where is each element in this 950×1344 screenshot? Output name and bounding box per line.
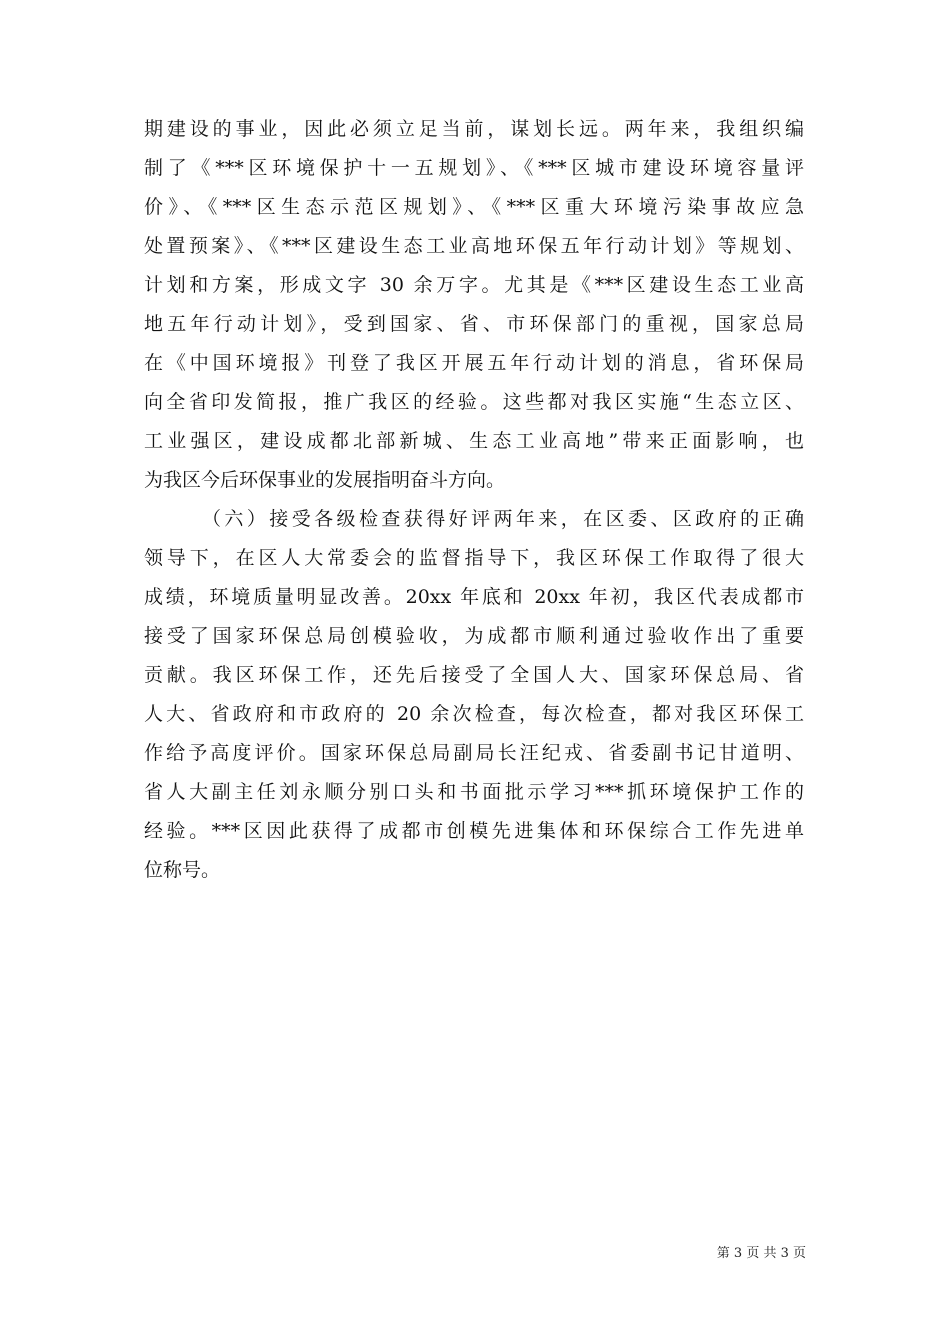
paragraph-line: 领导下，在区人大常委会的监督指导下，我区环保工作取得了很大 <box>144 547 804 569</box>
document-body <box>144 112 804 892</box>
paragraph-line: 作给予高度评价。国家环保总局副局长汪纪戎、省委副书记甘道明、 <box>144 742 804 764</box>
page-number-footer: 第 3 页 共 3 页 <box>716 1246 806 1261</box>
paragraph-2 <box>144 502 804 887</box>
paragraph-line: 人大、省政府和市政府的 20 余次检查，每次检查，都对我区环保工 <box>144 703 804 725</box>
paragraph-line: 制了《***区环境保护十一五规划》、《***区城市建设环境容量评 <box>144 157 804 179</box>
paragraph-line: 接受了国家环保总局创模验收，为成都市顺利通过验收作出了重要 <box>144 625 804 647</box>
paragraph-line: （六）接受各级检查获得好评两年来，在区委、区政府的正确 <box>202 508 804 530</box>
paragraph-line: 位称号。 <box>144 859 221 881</box>
paragraph-line: 经验。***区因此获得了成都市创模先进集体和环保综合工作先进单 <box>144 820 804 842</box>
paragraph-1 <box>144 112 804 497</box>
paragraph-line: 价》、《***区生态示范区规划》、《***区重大环境污染事故应急 <box>144 196 804 218</box>
paragraph-line: 为我区今后环保事业的发展指明奋斗方向。 <box>144 469 506 491</box>
paragraph-line: 处置预案》、《***区建设生态工业高地环保五年行动计划》等规划、 <box>144 235 804 257</box>
paragraph-line: 成绩，环境质量明显改善。20xx 年底和 20xx 年初，我区代表成都市 <box>144 586 804 608</box>
paragraph-line: 工业强区，建设成都北部新城、生态工业高地”带来正面影响，也 <box>144 430 804 452</box>
paragraph-line: 向全省印发简报，推广我区的经验。这些都对我区实施“生态立区、 <box>144 391 804 413</box>
paragraph-line: 计划和方案，形成文字 30 余万字。尤其是《***区建设生态工业高 <box>144 274 804 296</box>
paragraph-line: 省人大副主任刘永顺分别口头和书面批示学习***抓环境保护工作的 <box>144 781 804 803</box>
paragraph-line: 地五年行动计划》，受到国家、省、市环保部门的重视，国家总局 <box>144 313 804 335</box>
paragraph-line: 在《中国环境报》刊登了我区开展五年行动计划的消息，省环保局 <box>144 352 804 374</box>
paragraph-line: 贡献。我区环保工作，还先后接受了全国人大、国家环保总局、省 <box>144 664 804 686</box>
paragraph-line: 期建设的事业，因此必须立足当前，谋划长远。两年来，我组织编 <box>144 118 804 140</box>
